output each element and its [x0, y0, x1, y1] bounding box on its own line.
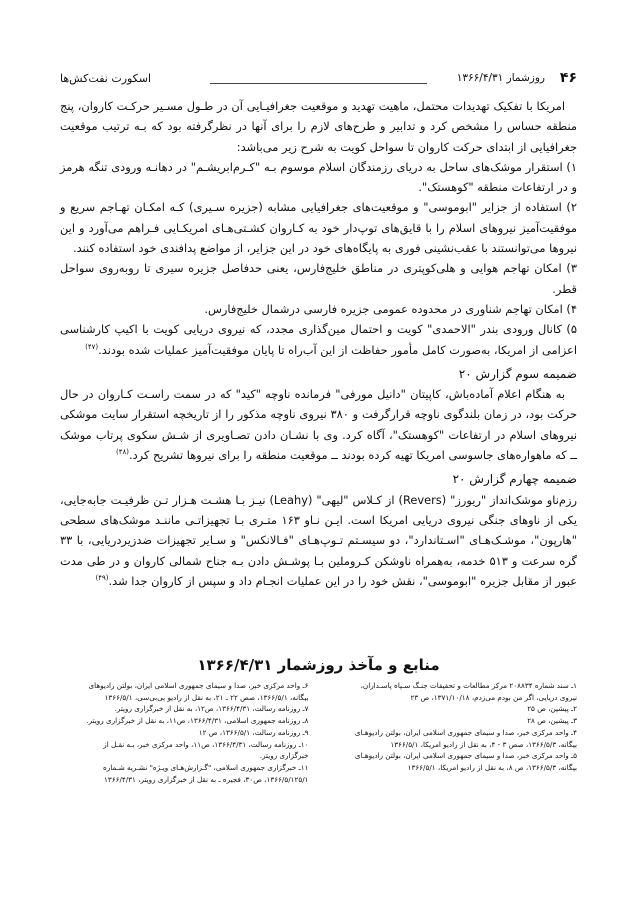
- header-rule: [210, 83, 427, 84]
- references: [60, 680, 577, 785]
- references-left-column: [60, 680, 309, 785]
- reference-line: نیروی دریایی، اگر من بودم می‌زدم، ۱۳۷۱/۱۰/۱۸، ص ۲۳: [410, 692, 577, 702]
- list-item: ۲) استفاده از جزایر "ابوموسی" و موقعیت‌های جغرافیایی مشابه (جزیره سـیری) کـه امکـان تهـاجم سریع و موفقیت‌آمیز نیروهای اسلام را با قایق‌های توپ‌دار خود به کـاروان کشـتی‌هـای امریکـایی فـراهم می‌آورد و این نیروها می‌توانستند با عقب‌نشینی فوری به پایگاه‌های خود در این جزایر، از مواضع پدافندی خود استفاده کنند.: [60, 200, 577, 256]
- appendix-4-text: رزم‌ناو موشک‌انداز "ریورز" (Revers) از کـلاس "لیهی" (Leahy) نیـز بـا هشـت هـزار تـن ظرفیـت جابه‌جایی، یکی از ناوهای جنگی نیروی دریایی امریکا است. ایـن نـاو ۱۶۳ متـری بـا تجهیزاتـی ماننـد موشک‌های سطحی "هارپون"، موشـک‌هـای "اسـتاندارد"، دو سیسـتم تـوپ‌هـای "فـالانکس" و سـایر تجهیزات ضدزیردریایی، با ۳۳ گره سرعت و ۵۱۳ خدمه، به‌همراه ناوشکن کـروملین بـا پوشـش دادن بـه جناح شمالی کاروان و در طی مدت عبور از مقابل جزیره "ابوموسی"، نقش خود را در این عملیات انجـام داد و سپس از کاروان جدا شد.: [60, 492, 577, 588]
- item5-text: ۵) کانال ورودی بندر "الاحمدی" کویت و احتمال مین‌گذاری مجدد، که نیروی دریایی کویت با اکیپ کارشناسی اعزامی از امریکا، به‌صورت کامل مأمور حفاظت از این آب‌راه تا پایان موفقیت‌آمیز عملیات شده بودند.: [60, 322, 577, 357]
- reference-line: ۱۱ـ خبرگزاری جمهوری اسلامی، "گـزارش‌هـای ویـژه" نشـریه شـماره: [103, 762, 309, 772]
- appendix-3-text: به هنگام اعلام آماده‌باش، کاپیتان "دانیل مورفی" فرمانده ناوچه "کید" که در سمت راسـت کـاروان در حال حرکت بود، در زمان بلندگوی ناوچه قرارگرفت و ۳۸۰ نیروی ناوچه مذکور را از تاریخچه استقرار سایت موشکی نیروهای اسلام در ارتفاعات "کوهستک"، آگاه کرد. وی با نشـان دادن تصـاویری از شـش سکوی پرتاب موشک ــ که ماهواره‌های جاسوسی امریکا تهیه کرده بودند ــ موقعیت منطقه را برای نیروها تشریح کرد.: [60, 387, 577, 463]
- reference-line: ۹ـ روزنامه رسالت، ۱۳۶۶/۵/۱، ص ۱۲: [198, 727, 309, 737]
- list-item: ۱) استقرار موشک‌های ساحل به دریای رزمندگان اسلام موسوم بـه "کـرم‌ابریشـم" در دهانـه ورودی تنگه هرمز و در ارتفاعات منطقه "کوهستک".: [60, 159, 577, 195]
- reference-line: ۵ـ واحد مرکزی خبر، صدا و سیمای جمهوری اسلامی ایران، بولتن رادیوهـای: [354, 751, 577, 761]
- list-item: ۳) امکان تهاجم هوایی و هلی‌کوپتری در مناطق خلیج‌فارس، یعنی حدفاصل جزیره سیری تا روبه‌روی سواحل قطر.: [60, 261, 577, 296]
- intro-paragraph: امریکا با تفکیک تهدیدات محتمل، ماهیت تهدید و موقعیت جغرافیـایی آن در طـول مسـیر حرکـت کاروان، پنج منطقه حساس را مشخص کرد و تدابیر و طرح‌های لازم را برای آنها در نظرگرفته بود که بـه ترتیب موقعیت جغرافیایی از ابتدای حرکت کاروان تا سواحل کویت به شرح زیر می‌باشد:: [60, 99, 577, 154]
- reference-line: خبرگزاری رویتر.: [259, 751, 309, 761]
- reference-line: ۱ـ سند شماره ۲۰۸۸۳۴ مرکز مطالعات و تحقیقات جنـگ سـپاه پاسـداران،: [360, 681, 577, 690]
- list-item: ۴) امکان تهاجم شناوری در محدوده عمومی جزیره فارسی درشمال خلیج‌فارس.: [204, 301, 577, 316]
- footnote-ref-49: (۴۹): [95, 574, 109, 583]
- page-header: [60, 70, 577, 92]
- references-right-column: [329, 680, 578, 785]
- appendix-4-paragraph: [60, 490, 577, 591]
- reference-line: ۶ـ واحد مرکزی خبر، صدا و سیمای جمهوری اسلامی ایران، بولتن رادیوهای: [88, 681, 309, 690]
- reference-line: بیگانه، ۱۳۶۶/۵/۳، صص ۳ - ۴، به نقل از رادیو امریکا، ۱۳۶۶/۵/۱: [390, 739, 577, 749]
- sources-title: منابع و مآخذ روزشمار ۱۳۶۶/۴/۳۱: [197, 656, 440, 674]
- reference-line: ۱۰ـ روزنامه رسالت، ۱۳۶۶/۴/۳۱، ص۱۱، واحد مرکزی خبر، بـه نقـل از: [103, 739, 309, 749]
- list-item: [60, 319, 577, 360]
- appendix-3-title: ضمیمه سوم گزارش ۲۰: [458, 366, 577, 381]
- reference-line: ۸ـ روزنامه جمهوری اسلامی، ۱۳۶۶/۴/۳۱، ص۱۱، به نقل از خبرگزاری رویتر.: [86, 716, 309, 726]
- header-date: روزشمار ۱۳۶۶/۴/۳۱: [456, 72, 545, 84]
- footnote-ref-48: (۴۸): [115, 448, 129, 457]
- reference-line: بیگانه، ۱۳۶۶/۵/۱، صص ۲۲ ـ ۲۱، به نقل از رادیو بی‌بی‌سی، ۱۳۶۶/۵/۱: [104, 692, 309, 702]
- reference-line: ۳ـ پیشین، ص ۲۸: [527, 716, 577, 726]
- reference-line: ۴ـ واحد مرکزی خبر، صدا و سیمای جمهوری اسلامی ایران، بولتن رادیوهـای: [354, 727, 577, 737]
- body-text: [60, 96, 577, 591]
- appendix-3-paragraph: [60, 384, 577, 465]
- appendix-4-title: ضمیمه چهارم گزارش ۲۰: [452, 472, 577, 487]
- footnote-ref-47: (۴۷): [85, 342, 99, 351]
- reference-line: بیگانه، ۱۳۶۶/۵/۳، ص ۸، به نقل از رادیو امریکا، ۱۳۶۶/۵/۱: [407, 762, 577, 772]
- reference-line: ۷ـ روزنامه رسالت، ۱۳۶۶/۴/۳۱، ص۱۲، به نقل از خبرگزاری رویتر.: [114, 704, 309, 714]
- reference-line: ۲ـ پیشین، ص ۲۵: [527, 704, 577, 714]
- book-title: اسکورت نفت‌کش‌ها: [60, 72, 152, 85]
- reference-line: ۱۳۶۶/۵/۱۲۵/۱، ص۳۰، فجیره ـ به نقل از خبرگزاری رویتر، ۱۳۶۶/۴/۳۱: [104, 774, 309, 784]
- page-number: ۴۶: [559, 70, 577, 86]
